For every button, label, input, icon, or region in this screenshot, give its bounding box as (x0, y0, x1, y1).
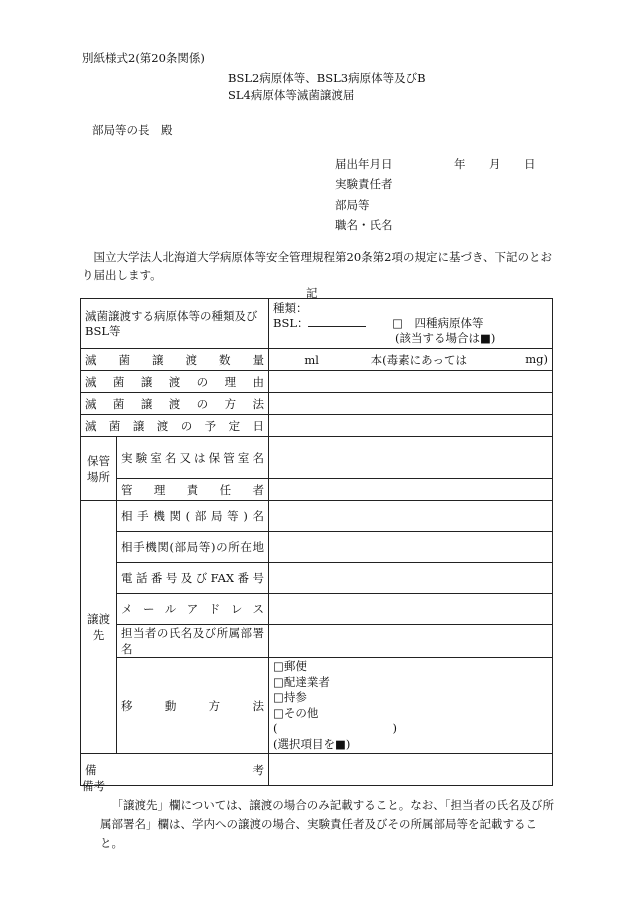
date-year: 年 (454, 157, 466, 171)
four-pathogen-note: (該当する場合は■) (395, 331, 496, 345)
table-row (81, 479, 553, 501)
partner-address-label: 相手機関(部局等)の所在地 (117, 532, 269, 563)
table-row (81, 437, 553, 479)
form-title-line2: SL4病原体等滅菌譲渡届 (228, 88, 355, 102)
responsible-person-label: 実験責任者 (335, 177, 393, 191)
date-month: 月 (489, 157, 501, 171)
contact-person-field[interactable] (269, 625, 553, 658)
table-row (81, 754, 553, 786)
table-row (81, 415, 553, 437)
contact-person-label: 担当者の氏名及び所属部署名 (117, 625, 269, 658)
form-table (80, 298, 553, 786)
scheduled-date-label: 滅 菌 譲 渡 の 予 定 日 (81, 415, 269, 437)
notes-heading: 備考 (82, 779, 105, 793)
bsl-prefix: BSL： (273, 316, 309, 330)
submission-date-label: 届出年月日 (335, 157, 393, 171)
table-row (81, 393, 553, 415)
quantity-mg: mg) (525, 351, 548, 366)
transport-other-paren[interactable]: ( ) (273, 721, 397, 735)
body-text: 国立大学法人北海道大学病原体等安全管理規程第20条第2項の規定に基づき、下記のとおり届出します。 (82, 250, 552, 282)
partner-label: 相手機関(部局等)名 (117, 501, 269, 532)
transport-courier-checkbox[interactable]: □配達業者 (273, 674, 330, 689)
bsl-blank[interactable] (308, 316, 366, 327)
partner-address-field[interactable] (269, 532, 553, 563)
table-row (81, 594, 553, 625)
reason-field[interactable] (269, 371, 553, 393)
email-label: メールアドレス (117, 594, 269, 625)
remarks-field[interactable] (269, 754, 553, 786)
table-row (81, 625, 553, 658)
phone-fax-field[interactable] (269, 563, 553, 594)
table-row (81, 658, 553, 754)
form-title-line1: BSL2病原体等、BSL3病原体等及びB (228, 71, 426, 85)
pathogen-type-cell[interactable] (269, 299, 553, 349)
addressee: 部局等の長 殿 (92, 123, 173, 137)
lab-name-label: 実験室名又は保管室名 (117, 437, 269, 479)
transport-label: 移 動 方 法 (117, 658, 269, 754)
manager-field[interactable] (269, 479, 553, 501)
transferee-label: 譲渡先 (81, 501, 117, 754)
scheduled-date-field[interactable] (269, 415, 553, 437)
quantity-ml: ml (304, 352, 319, 367)
transport-other-checkbox[interactable]: □その他 (273, 705, 319, 720)
partner-field[interactable] (269, 501, 553, 532)
quantity-cell[interactable] (269, 349, 553, 371)
lab-name-field[interactable] (269, 437, 553, 479)
four-pathogen-checkbox[interactable]: □ 四種病原体等 (392, 316, 484, 330)
transport-note: (選択項目を■) (273, 736, 351, 751)
position-name-label: 職名・氏名 (335, 218, 393, 232)
manager-label: 管 理 責 任 者 (117, 479, 269, 501)
reason-label: 滅 菌 譲 渡 の 理 由 (81, 371, 269, 393)
transport-bring-checkbox[interactable]: □持参 (273, 690, 307, 704)
table-row (81, 563, 553, 594)
ki-marker: 記 (306, 286, 318, 300)
remarks-label: 備 考 (81, 754, 269, 786)
email-field[interactable] (269, 594, 553, 625)
department-label: 部局等 (335, 198, 370, 212)
bsl-line (273, 316, 548, 331)
method-field[interactable] (269, 393, 553, 415)
table-row (81, 371, 553, 393)
transport-options (269, 658, 553, 754)
form-label: 別紙様式2(第20条関係) (82, 51, 205, 65)
table-row (81, 501, 553, 532)
phone-fax-label: 電話番号及びFAX番号 (117, 563, 269, 594)
method-label: 滅 菌 譲 渡 の 方 法 (81, 393, 269, 415)
quantity-note: 本(毒素にあっては (370, 352, 468, 367)
notes-text: 「譲渡先」欄については、譲渡の場合のみ記載すること。なお、「担当者の氏名及び所属部署名」欄は、学内への譲渡の場合、実験責任者及びその所属部局等を記載すること。 (100, 798, 555, 850)
table-row (81, 532, 553, 563)
transport-post-checkbox[interactable]: □郵便 (273, 659, 307, 673)
pathogen-type-label: 滅菌譲渡する病原体等の種類及びBSL等 (81, 299, 269, 349)
quantity-label: 滅 菌 譲 渡 数 量 (81, 349, 269, 371)
storage-label: 保管場所 (81, 437, 117, 501)
type-prefix: 種類： (273, 301, 308, 315)
table-row (81, 299, 553, 349)
table-row (81, 349, 553, 371)
date-day: 日 (524, 157, 536, 171)
